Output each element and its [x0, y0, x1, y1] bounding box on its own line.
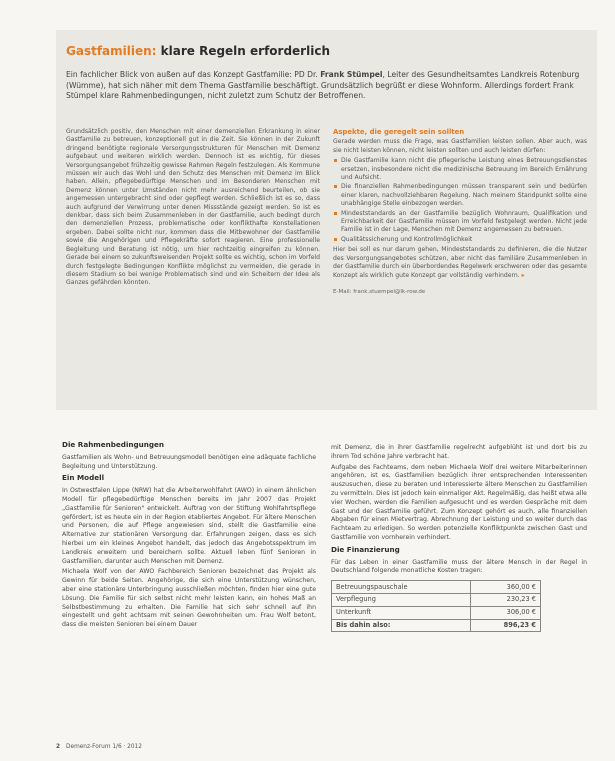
- page-number: 2: [56, 744, 61, 750]
- rahmen-intro: Gastfamilien als Wohn- und Betreuungsmodell benötigen eine adäquate fachliche Begleitung und Unterstützung.: [62, 453, 316, 470]
- aspects-list: [333, 157, 587, 244]
- aspects-bullet: Die finanziellen Rahmenbedingungen müssen transparent sein und bedürfen einer klaren, nachvollziehbaren Regelung. Nach meinem Standpunkt sollte eine unabhängige Stelle einbezogen werden.: [333, 183, 587, 208]
- feature-column-right: [333, 128, 587, 390]
- article-column-right: [331, 444, 587, 738]
- headline-accent: Gastfamilien:: [66, 44, 157, 58]
- headline-rest: klare Regeln erforderlich: [156, 44, 330, 58]
- publication-name: Demenz-Forum 1/6 · 2012: [66, 744, 142, 750]
- total-label: Bis dahin also:: [332, 619, 471, 632]
- lead-paragraph: [66, 70, 586, 102]
- feature-column-left: [66, 128, 320, 390]
- financing-intro: Für das Leben in einer Gastfamilie muss der ältere Mensch in der Regel in Deutschland folgende monatliche Kosten tragen:: [331, 558, 587, 575]
- aspects-bullet: Die Gastfamilie kann nicht die pflegerische Leistung eines Betreuungsdienstes ersetzen, insbesondere nicht die medizinische Betreuung im Bereich Ernährung und Aufsicht.: [333, 157, 587, 182]
- modell-heading: Ein Modell: [62, 473, 105, 483]
- aspects-closing-text: Hier bei soll es nur darum gehen, Mindeststandards zu definieren, die die Nutzer des Versorgungsangebotes schützen, aber nicht das familiäre Zusammenleben in der Gastfamilie durch ein überbordendes Regelwerk erschweren oder das gesamte Konzept als wirklich gute Konzept gar vollständig verhindern.: [333, 246, 587, 279]
- cost-value: 360,00 €: [471, 581, 541, 594]
- aspects-bullet: Mindeststandards an der Gastfamilie bezüglich Wohnraum, Qualifikation und Erreichbarkeit der Gastfamilie müssen im Vorfeld festgelegt werden. Nicht jede Familie ist in der Lage, Menschen mit Demenz angemessen zu betreuen.: [333, 210, 587, 235]
- cost-value: 230,23 €: [471, 593, 541, 606]
- cost-table: [331, 580, 541, 632]
- modell-paragraph-2: Michaela Wolf von der AWO Fachbereich Senioren bezeichnet das Projekt als Gewinn für beide Seiten. Angehörige, die sich eine Unterstützung wünschen, aber eine stationäre Unterbringung ausschließen möchten, finden hier eine gute Lösung. Die Familie für sich selbst nicht mehr leisten kann, ein hohes Maß an Selbstbestimmung zu erhalten. Die Familie hat sich sehr schnell auf ihn eingestellt und geht achtsam mit seinen Gewohnheiten um. Frau Wolf betont, dass die meisten Senioren bei einem Dauer: [62, 568, 316, 629]
- table-total-row: [332, 619, 541, 632]
- cost-label: Unterkunft: [332, 606, 471, 619]
- aspects-closing: [333, 246, 587, 280]
- financing-heading: Die Finanzierung: [331, 544, 400, 554]
- total-value: 896,23 €: [471, 619, 541, 632]
- cost-value: 306,00 €: [471, 606, 541, 619]
- aspects-text: Gerade werden muss die Frage, was Gastfamilien leisten sollen. Aber auch, was sie nicht leisten können, nicht leisten sollten und auch leisten dürfen:: [333, 138, 587, 154]
- modell-paragraph-1: In Ostwestfalen Lippe (NRW) hat die Arbeiterwohlfahrt (AWO) in einem ähnlichen Modell für pflegebedürftige Menschen bereits im Jahr 2007 das Projekt „Gastfamilie für Senioren" entwickelt. Auftrag von der Stiftung Wohlfahrtspflege gefördert, ist es heute ein in der Region etabliertes Angebot. Für ältere Menschen und Personen, die auf Pflege angewiesen sind, stellt die Gastfamilie eine Alternative zur stationären Versorgung dar. Erfahrungen zeigen, dass es sich hierbei um ein kleines Angebot handelt, das jedoch das Angebotsspektrum im Landkreis erweitern und bereichern sollte. Aktuell leben fünf Senioren in Gastfamilien, darunter auch Menschen mit Demenz.: [62, 487, 316, 565]
- aspects-bullet: Qualitätssicherung und Kontrollmöglichkeit: [333, 236, 587, 244]
- right-paragraph-1: mit Demenz, die in ihrer Gastfamilie regelrecht aufgeblüht ist und dort bis zu ihrem Tod schöne Jahre verbracht hat.: [331, 444, 587, 460]
- page-footer: [56, 744, 142, 750]
- article-column-left: [62, 438, 316, 738]
- intro-text: Grundsätzlich positiv, den Menschen mit einer demenziellen Erkrankung in einer Gastfamilie zu betreuen, konzeptionell gut in die Zeit. Sie können in der Zukunft dringend benötigte regionale Versorgungsstrukturen für Menschen mit Demenz aufgebaut und weiteren wirklich werden. Dennoch ist es wichtig, für dieses Versorgungsangebot frühzeitig gewisse Rahmen Regeln festzulegen. Als Kommune müssen wir auch das Wohl und den Schutz des Menschen mit Demenz im Blick haben. Allein, pflegebedürftige Menschen und im Besonderen Menschen mit Demenz können unter Umständen nicht mehr ausreichend beurteilen, ob sie angemessen untergebracht sind oder gepflegt werden. Schließlich ist es so, dass auch aufgrund der Verwirrung unter denen Missstände gezeigt werden. So ist es denkbar, dass sich beim Zusammenleben in der Gastfamilie, auch bedingt durch den demenziellen Prozess, problematische oder konflikthafte Konstellationen ergeben. Dabei sollte nicht nur, kommen dass die Mitbewohner der Gastfamilie sowie die Angehörigen und Pflegekräfte sofort reagieren. Eine professionelle Begleitung und Beratung ist nötig, um hier rechtzeitig eingreifen zu können. Gerade bei einem so zukunftsweisenden Projekt sollte es wichtig, schon im Vorfeld durch festgelegte Bedingungen Konflikte möglichst zu vermeiden, die gerade in diesem Stadium so bei wenige Problematisch sind und ein Scheitern der Idee als Ganzes gefährden könnten.: [66, 128, 320, 287]
- author-email[interactable]: E-Mail: frank.stuempel@lk-row.de: [333, 288, 426, 295]
- article-headline: [66, 44, 586, 58]
- lead-author-name: Frank Stümpel: [320, 70, 383, 79]
- end-arrow-icon: ▸: [521, 271, 525, 279]
- table-row: [332, 593, 541, 606]
- lead-text-2: , Leiter des Gesundheitsamtes Landkreis Rotenburg (Wümme), hat sich näher mit dem Thema Gastfamilie beschäftigt. Grundsätzlich begrüßt er diese Wohnform. Allerdings fordert Frank Stümpel klare Rahmenbedingungen, nicht zuletzt zum Schutz der Betroffenen.: [66, 70, 580, 101]
- lead-text-1: Ein fachlicher Blick von außen auf das Konzept Gastfamilie: PD Dr.: [66, 70, 321, 79]
- table-row: [332, 606, 541, 619]
- cost-label: Betreuungspauschale: [332, 581, 471, 594]
- rahmen-heading: Die Rahmenbedingungen: [62, 440, 165, 449]
- aspects-heading: Aspekte, die geregelt sein sollten: [333, 128, 465, 136]
- right-paragraph-2: Aufgabe des Fachteams, dem neben Michaela Wolf drei weitere Mitarbeiterinnen angehören, ist es, Gastfamilien bezüglich ihrer entsprechenden Interessenten auszusuchen, diese zu beraten und Interessierte ältere Menschen zu Gastfamilien zu vermitteln. Dies ist jedoch kein einmaliger Akt. Regelmäßig, das heißt etwa alle vier Wochen, werden die Familien aufgesucht und es werden Gespräche mit dem Gast und der Gastfamilie geführt. Zum Konzept gehört es auch, alle finanziellen Abgaben für einen Mietvertrag. Abrechnung der Leistung und so weiter durch das Fachteam zu erledigen. So werden potenzielle Konfliktpunkte zwischen Gast und Gastfamilie von vornherein verhindert.: [331, 463, 587, 541]
- cost-label: Verpflegung: [332, 593, 471, 606]
- table-row: [332, 581, 541, 594]
